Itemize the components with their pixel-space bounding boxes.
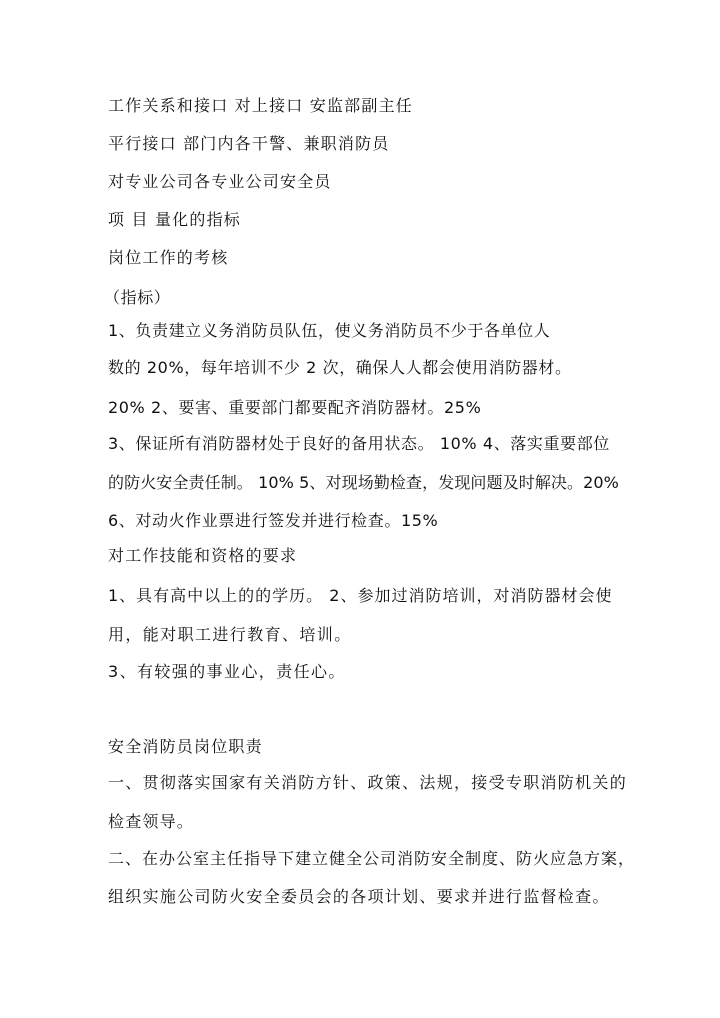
text-line-item-1a: 1、负责建立义务消防员队伍，使义务消防员不少于各单位人 [108, 321, 551, 340]
text-line-req-3: 3、有较强的事业心，责任心。 [108, 662, 346, 681]
text-line-req-2b: 用，能对职工进行教育、培训。 [108, 625, 352, 644]
text-line-item-6: 6、对动火作业票进行签发并进行检查。15% [108, 511, 439, 530]
text-line-work-relations: 工作关系和接口 对上接口 安监部副主任 [108, 96, 413, 115]
text-line-item-3-4a: 3、保证所有消防器材处于良好的备用状态。 10% 4、落实重要部位 [108, 434, 610, 453]
text-line-item-1b: 数的 20%，每年培训不少 2 次，确保人人都会使用消防器材。 [108, 358, 572, 377]
text-line-req-1-2a: 1、具有高中以上的的学历。 2、参加过消防培训，对消防器材会使 [108, 586, 613, 605]
text-line-item-quantified: 项 目 量化的指标 [108, 210, 241, 229]
text-line-parallel-interface: 平行接口 部门内各干警、兼职消防员 [108, 134, 390, 153]
text-line-assessment: 岗位工作的考核 [108, 248, 229, 267]
text-line-item-4b-5: 的防火安全责任制。 10% 5、对现场勤检查，发现问题及时解决。20% [108, 473, 619, 492]
text-line-skills-heading: 对工作技能和资格的要求 [108, 546, 298, 565]
text-line-indicators: （指标） [104, 288, 171, 307]
text-line-item-2: 20% 2、要害、重要部门都要配齐消防器材。25% [108, 398, 482, 417]
text-line-duties-title: 安全消防员岗位职责 [108, 737, 263, 756]
text-line-professional-companies: 对专业公司各专业公司安全员 [108, 172, 332, 191]
text-line-duty-2b: 组织实施公司防火安全委员会的各项计划、要求并进行监督检查。 [108, 887, 610, 906]
text-line-duty-2a: 二、在办公室主任指导下建立健全公司消防安全制度、防火应急方案， [108, 849, 636, 868]
text-line-duty-1a: 一、贯彻落实国家有关消防方针、政策、法规，接受专职消防机关的 [108, 773, 628, 792]
text-line-duty-1b: 检查领导。 [108, 812, 195, 831]
